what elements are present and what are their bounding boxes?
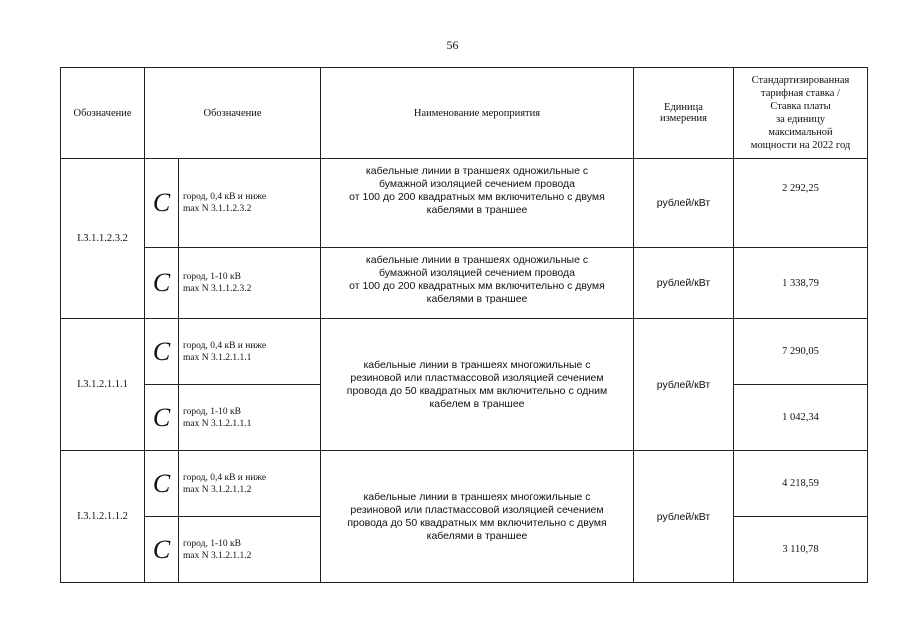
description-line: кабельные линии в траншеях одножильные с <box>365 165 589 177</box>
c-symbol: C <box>145 159 179 248</box>
location-cell <box>179 451 321 517</box>
description-line: кабелем в траншее <box>429 397 525 410</box>
c-symbol: C <box>145 385 179 451</box>
description-line: кабельные линии в траншеях одножильные с <box>365 254 589 266</box>
location-cell <box>179 517 321 583</box>
header-designation-2: Обозначение <box>145 68 321 159</box>
activity-description <box>321 451 634 583</box>
activity-description <box>321 319 634 451</box>
header-unit <box>634 68 734 159</box>
description-line: кабельные линии в траншеях многожильные с <box>363 358 591 371</box>
c-symbol: C <box>145 517 179 583</box>
group-code: I.3.1.1.2.3.2 <box>61 159 145 319</box>
description-line: провода до 50 квадратных мм включительно с двумя <box>347 516 607 529</box>
header-rate-line: максимальной <box>768 127 833 138</box>
header-rate-line: за единицу <box>775 114 826 125</box>
description-line: кабелями в траншее <box>426 529 528 542</box>
header-rate-line: мощности на 2022 год <box>750 140 851 151</box>
description-line: бумажной изоляцией сечением провода <box>379 178 575 190</box>
description-line: кабелями в траншее <box>426 293 528 305</box>
location-code: max N 3.1.2.1.1.1 <box>183 352 252 363</box>
description-line: резиновой или пластмассовой изоляцией сечением <box>350 371 604 384</box>
location-code: max N 3.1.2.1.1.2 <box>183 484 252 495</box>
location-code: max N 3.1.2.1.1.1 <box>183 418 252 429</box>
description-line: бумажной изоляцией сечением провода <box>379 267 575 279</box>
location-code: max N 3.1.1.2.3.2 <box>183 204 252 214</box>
location-code: max N 3.1.2.1.1.2 <box>183 550 252 561</box>
unit-cell: рублей/кВт <box>634 319 734 451</box>
description-line: резиновой или пластмассовой изоляцией сечением <box>350 503 604 516</box>
rate-value: 2 292,25 <box>734 159 868 248</box>
group-code: I.3.1.2.1.1.2 <box>61 451 145 583</box>
c-symbol: C <box>145 319 179 385</box>
c-symbol: C <box>145 451 179 517</box>
description-line: от 100 до 200 квадратных мм включительно с двумя <box>349 280 605 292</box>
rate-value: 3 110,78 <box>734 517 868 583</box>
location-code: max N 3.1.1.2.3.2 <box>183 284 252 294</box>
location-line: город, 1-10 кВ <box>183 272 241 282</box>
tariff-table <box>60 67 868 583</box>
location-line: город, 1-10 кВ <box>183 406 241 417</box>
table-row <box>61 248 868 319</box>
location-line: город, 0,4 кВ и ниже <box>183 192 267 202</box>
description-line: от 100 до 200 квадратных мм включительно с двумя <box>349 191 605 203</box>
activity-description <box>321 248 634 319</box>
unit-cell: рублей/кВт <box>634 451 734 583</box>
header-rate-line: Ставка платы <box>770 101 831 112</box>
description-line: провода до 50 квадратных мм включительно с одним <box>346 384 608 397</box>
c-symbol: C <box>145 248 179 319</box>
location-cell <box>179 248 321 319</box>
location-cell <box>179 319 321 385</box>
description-line: кабелями в траншее <box>426 204 528 216</box>
group-code: I.3.1.2.1.1.1 <box>61 319 145 451</box>
header-rate <box>734 68 868 159</box>
description-line: кабельные линии в траншеях многожильные с <box>363 490 591 503</box>
table-row <box>61 159 868 248</box>
rate-value: 4 218,59 <box>734 451 868 517</box>
location-cell <box>179 159 321 248</box>
header-designation-1: Обозначение <box>61 68 145 159</box>
location-line: город, 0,4 кВ и ниже <box>183 340 267 351</box>
rate-value: 1 042,34 <box>734 385 868 451</box>
unit-cell: рублей/кВт <box>634 248 734 319</box>
activity-description <box>321 159 634 248</box>
header-unit-line2: измерения <box>660 113 707 124</box>
header-unit-line1: Единица <box>664 102 703 113</box>
header-rate-line: Стандартизированная <box>751 75 850 86</box>
table-header-row <box>61 68 868 159</box>
unit-cell: рублей/кВт <box>634 159 734 248</box>
location-cell <box>179 385 321 451</box>
page-number: 56 <box>446 38 459 52</box>
table-row <box>61 319 868 385</box>
location-line: город, 1-10 кВ <box>183 538 241 549</box>
table-row <box>61 451 868 517</box>
header-rate-line: тарифная ставка / <box>761 88 840 99</box>
rate-value: 1 338,79 <box>734 248 868 319</box>
rate-value: 7 290,05 <box>734 319 868 385</box>
header-activity-name: Наименование мероприятия <box>321 68 634 159</box>
location-line: город, 0,4 кВ и ниже <box>183 472 267 483</box>
